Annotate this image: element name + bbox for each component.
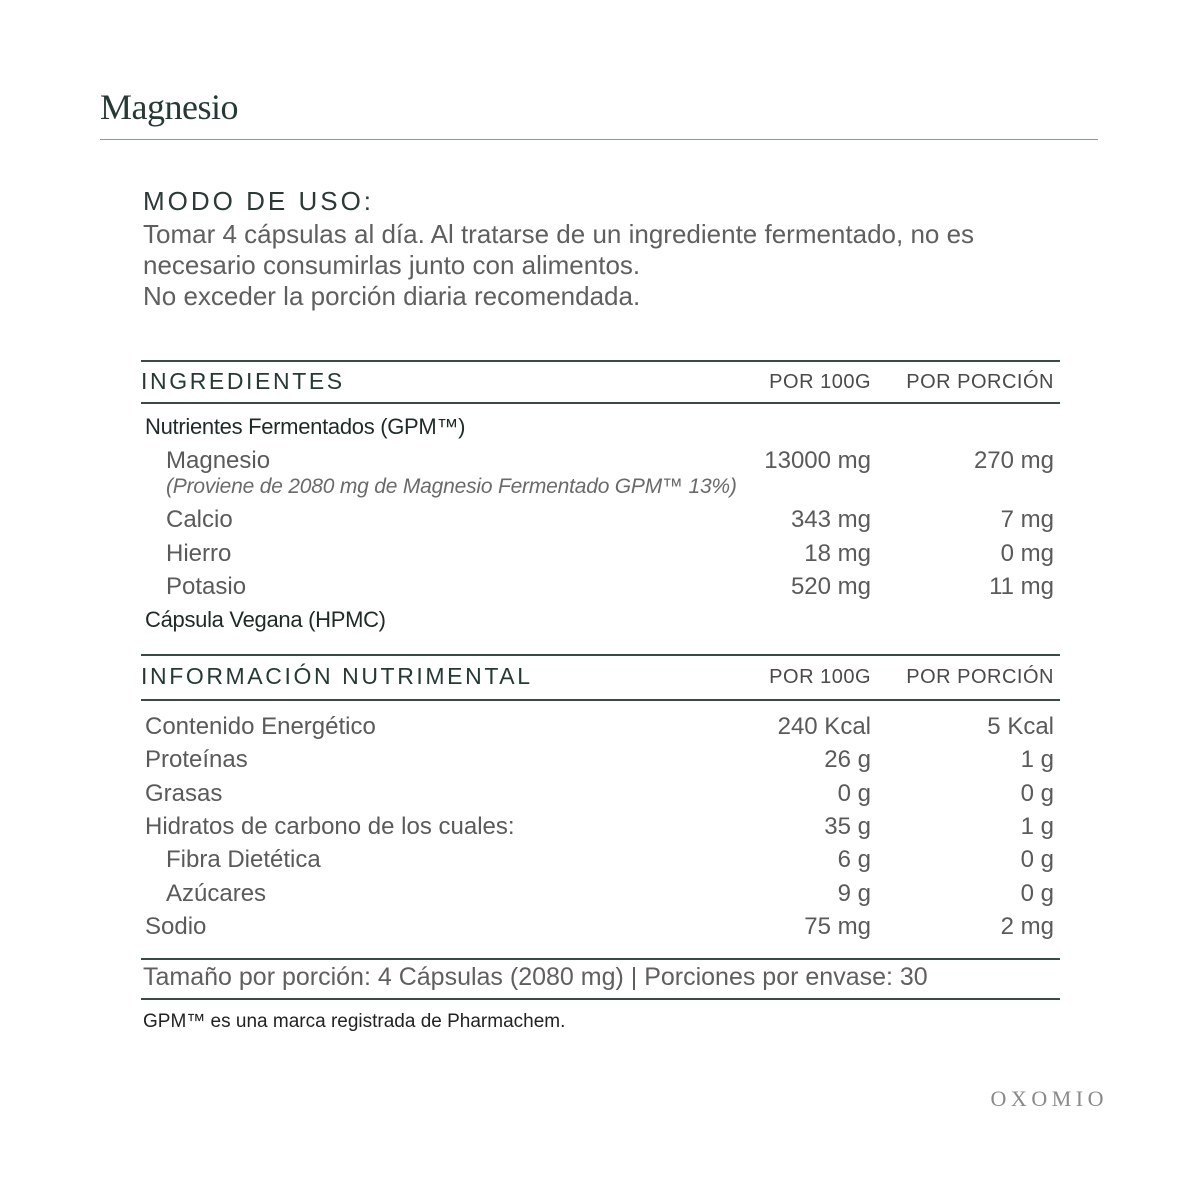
ingredients-col-perserving: POR PORCIÓN	[906, 371, 1054, 393]
ingredient-name: Potasio	[166, 573, 247, 600]
ingredient-perserving: 270 mg	[973, 447, 1054, 474]
usage-heading: MODO DE USO:	[143, 186, 375, 216]
nutrient-per100g: 26 g	[824, 746, 871, 773]
ingredient-per100g: 520 mg	[790, 573, 871, 600]
ingredient-per100g: 18 mg	[804, 540, 871, 567]
nutrient-perserving: 1 g	[1020, 746, 1054, 773]
brand-logo: OXOMIO	[990, 1086, 1108, 1111]
nutrition-header-rule	[141, 699, 1060, 701]
ingredient-per100g: 13000 mg	[764, 447, 871, 474]
nutrient-per100g: 75 mg	[804, 913, 871, 940]
ingredient-group-capsule: Cápsula Vegana (HPMC)	[145, 607, 386, 632]
serving-top-rule	[141, 958, 1060, 960]
nutrition-col-per100g: POR 100G	[769, 666, 871, 688]
ingredient-perserving: 0 mg	[1000, 540, 1054, 567]
nutrient-per100g: 240 Kcal	[777, 713, 871, 740]
nutrition-top-rule	[141, 654, 1060, 656]
nutrient-perserving: 0 g	[1020, 880, 1054, 907]
usage-line: necesario consumirlas junto con alimentos.	[143, 250, 641, 280]
nutrient-name: Grasas	[145, 780, 223, 807]
nutrient-perserving: 0 g	[1020, 780, 1054, 807]
nutrient-name: Proteínas	[145, 746, 248, 773]
nutrition-col-perserving: POR PORCIÓN	[906, 666, 1054, 688]
ingredients-top-rule	[141, 360, 1060, 362]
nutrient-perserving: 1 g	[1020, 813, 1054, 840]
ingredient-name: Hierro	[166, 540, 232, 567]
nutrient-per100g: 9 g	[837, 880, 871, 907]
nutrient-perserving: 5 Kcal	[987, 713, 1054, 740]
ingredient-per100g: 343 mg	[790, 506, 871, 533]
nutrient-name: Fibra Dietética	[166, 846, 321, 873]
nutrient-name: Sodio	[145, 913, 207, 940]
nutrition-heading: INFORMACIÓN NUTRIMENTAL	[141, 663, 533, 689]
title-divider	[100, 139, 1098, 140]
nutrient-name: Azúcares	[166, 880, 267, 907]
magnesium-source-note: (Proviene de 2080 mg de Magnesio Fermentado GPM™ 13%)	[166, 475, 737, 498]
usage-line: Tomar 4 cápsulas al día. Al tratarse de un ingrediente fermentado, no es	[143, 219, 975, 249]
nutrient-perserving: 0 g	[1020, 846, 1054, 873]
nutrient-name: Hidratos de carbono de los cuales:	[145, 813, 515, 840]
ingredient-perserving: 11 mg	[989, 573, 1054, 600]
usage-line: No exceder la porción diaria recomendada.	[143, 281, 641, 311]
ingredients-header-rule	[141, 402, 1060, 404]
ingredients-col-per100g: POR 100G	[769, 371, 871, 393]
nutrient-perserving: 2 mg	[1000, 913, 1054, 940]
ingredient-name: Calcio	[166, 506, 233, 533]
serving-bottom-rule	[141, 998, 1060, 1000]
nutrient-name: Contenido Energético	[145, 713, 376, 740]
nutrient-per100g: 0 g	[837, 780, 871, 807]
nutrient-per100g: 35 g	[824, 813, 871, 840]
ingredient-group-fermented: Nutrientes Fermentados (GPM™)	[145, 414, 466, 439]
nutrient-per100g: 6 g	[837, 846, 871, 873]
product-title: Magnesio	[100, 87, 238, 127]
serving-info: Tamaño por porción: 4 Cápsulas (2080 mg) | Porciones por envase: 30	[143, 963, 928, 991]
usage-instructions	[143, 219, 1103, 312]
trademark-note: GPM™ es una marca registrada de Pharmachem.	[143, 1011, 566, 1032]
ingredient-name: Magnesio	[166, 447, 271, 474]
ingredient-perserving: 7 mg	[1000, 506, 1054, 533]
ingredients-heading: INGREDIENTES	[141, 368, 345, 394]
